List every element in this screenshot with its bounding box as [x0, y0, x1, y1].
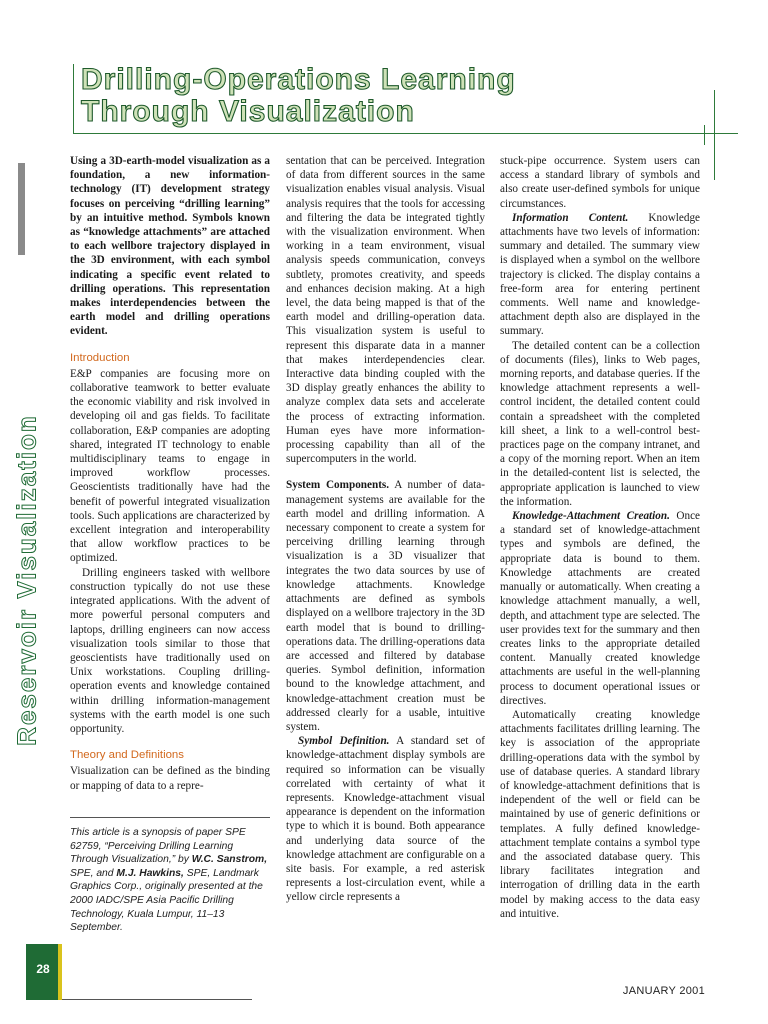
intro-paragraph-1: E&P companies are focusing more on collaborative teamwork to better evaluate the economic viability and risk involved in developing oil and gas fields. To facilitate collaboration, E&P companies are adopting shared, integrated IT technology to enable multidisciplinary teams to engage in improved workflow processes. Geoscientists traditionally have had the benefit of powerful integrated visualization tools. Such applications are characterized by excellent integration and interoperability that allow workflow practices to be optimized. — [70, 367, 270, 565]
runin-knowledge-attachment-creation: Knowledge-Attachment Creation. — [512, 510, 670, 523]
abstract: Using a 3D-earth-model visualization as a foundation, a new information-technology (IT) development strategy focuses on perceiving “drilling learning” by an intuitive method. Symbols known as “knowledge attachments” are attached to each wellbore trajectory displayed in the 3D environment, with each symbol indicating a specific event related to drilling operations. This representation makes interdependencies between the earth model and drilling operations evident. — [70, 155, 270, 338]
information-content-text: Knowledge attachments have two levels of information: summary and detailed. The summary view is displayed when a symbol on the wellbore trajectory is clicked. The display contains a free-form area for entering pertinent comments. Well name and knowledge-attachment depth also are displayed in the summary. — [500, 211, 701, 338]
article-title — [81, 64, 701, 128]
system-components-paragraph — [286, 478, 485, 734]
issue-date: JANUARY 2001 — [622, 985, 705, 997]
synopsis-note — [70, 826, 270, 935]
synopsis-rule — [70, 817, 270, 818]
col3-paragraph-5: Automatically creating knowledge attachments facilitates drilling learning. The key is association of the appropriate drilling-operations data with the symbol by use of database queries. A standard library of knowledge-attachment definitions that is independent of the well or field can be maintained by use of generic definitions or templates. A fully defined knowledge-attachment template contains a symbol type and the associated database query. This library facilitates integration and interrogation of drilling data in the earth model by making access to the data easy and intuitive. — [500, 708, 700, 920]
corner-mark-vertical — [714, 90, 715, 180]
section-side-label: Reservoir Visualization — [11, 414, 42, 746]
information-content-paragraph — [500, 211, 700, 339]
col2-paragraph-1: sentation that can be perceived. Integration of data from different sources in the same visualization enables visual analysis. Visual analysis requires that the tools for accessing and filtering the data be integrated tightly with the visualization environment. When working in a team environment, visual analysis speeds communication, conveys subtlety, promotes creativity, and speeds and enhances decision making. At a high level, the data being mapped is that of the earth model and drilling-operation data. This visualization system is useful to represent this disparate data in a manner that makes interdependencies clear. Interactive data binding coupled with the 3D display greatly enhances the ability to analyze complex data sets and accelerate the process of extracting information. Human eyes have more information-processing capability than all of the supercomputers in the world. — [286, 155, 485, 466]
col3-paragraph-1: stuck-pipe occurrence. System users can access a standard library of symbols and also create user-defined symbols for unique circumstances. — [500, 155, 700, 210]
margin-gray-bar — [18, 163, 25, 255]
synopsis-text-1: This article is a synopsis of paper SPE 62759, “Perceiving Drilling Learning Through Visualization,” by — [70, 827, 246, 866]
col3-paragraph-3: The detailed content can be a collection of documents (files), links to Web pages, morning reports, and database queries. If the knowledge attachment represents a well-control incident, the detailed content could contain a spreadsheet with the completed kill sheet, a link to a well-control best-practices page on the company intranet, and a copy of the morning report. When an item in the detailed-content list is selected, the appropriate application is launched to view the information. — [500, 339, 700, 508]
knowledge-attachment-creation-paragraph — [500, 509, 700, 708]
symbol-definition-paragraph — [286, 734, 485, 904]
heading-theory-definitions: Theory and Definitions — [70, 749, 184, 762]
intro-paragraph-2: Drilling engineers tasked with wellbore construction typically do not use these integrated applications. With the advent of more powerful personal computers and laptops, drilling engineers can now access visualization tools similar to those that geoscientists have traditionally used on Unix workstations. Coupling drilling-operation events and knowledge contained within drilling information-management systems with the earth model is one such opportunity. — [70, 566, 270, 735]
synopsis-author-2: M.J. Hawkins, — [116, 867, 184, 879]
theory-paragraph-1: Visualization can be defined as the binding or mapping of data to a repre- — [70, 765, 270, 792]
system-components-text: A number of data-management systems are available for the earth model and drilling information. A necessary component to create a system for perceiving drilling learning through visualization is a 3D visualizer that integrates the two data sources by use of knowledge attachments. Knowledge attachments are defined as symbols displayed on a wellbore trajectory in the 3D earth model that is bound to drilling-operations data. The drilling-operations data are accessed and filtered by database queries. Symbol definition, information bound to the knowledge attachment, and knowledge-attachment creation must be addressed clearly for a usable, intuitive system. — [286, 479, 485, 733]
page-number: 28 — [36, 962, 50, 976]
runin-symbol-definition: Symbol Definition. — [298, 735, 390, 748]
synopsis-text-3: SPE, Landmark Graphics Corp., originally presented at the 2000 IADC/SPE Asia Pacific Drilling Technology, Kuala Lumpur, 11–13 September. — [70, 867, 263, 934]
footer-rule — [62, 999, 252, 1000]
title-left-rule — [73, 64, 74, 134]
title-line-2: Through Visualization — [81, 95, 415, 128]
column-3 — [500, 154, 700, 921]
column-1 — [70, 154, 270, 793]
corner-mark-short — [704, 125, 705, 145]
knowledge-attachment-creation-text: Once a standard set of knowledge-attachment types and symbols are defined, the appropriate data is bound to them. Knowledge attachments are created manually or automatically. When creating a knowledge attachment manually, a well, depth, and attachment type are selected. The user provides text for the summary and then creates links to the appropriate detailed content. Manually created knowledge attachments are useful in the well-planning process to document operational issues or directives. — [500, 510, 700, 707]
synopsis-text-2: SPE, and — [70, 867, 117, 879]
runin-system-components: System Components. — [286, 479, 390, 492]
heading-introduction: Introduction — [70, 351, 130, 364]
column-2 — [286, 154, 485, 905]
runin-information-content: Information Content. — [512, 211, 629, 224]
symbol-definition-text: A standard set of knowledge-attachment display symbols are required so information can be visually correlated with certainty of what it represents. Knowledge-attachment visual appearance is dependent on the information type to which it is bound. Both appearance and underlying data source of the knowledge attachment are configurable on a site basis. For example, a red asterisk represents a lost-circulation event, while a yellow circle represents a — [286, 735, 485, 904]
synopsis-author-1: W.C. Sanstrom, — [191, 854, 268, 866]
title-underline-rule — [73, 133, 738, 134]
title-line-1: Drilling-Operations Learning — [81, 63, 516, 96]
